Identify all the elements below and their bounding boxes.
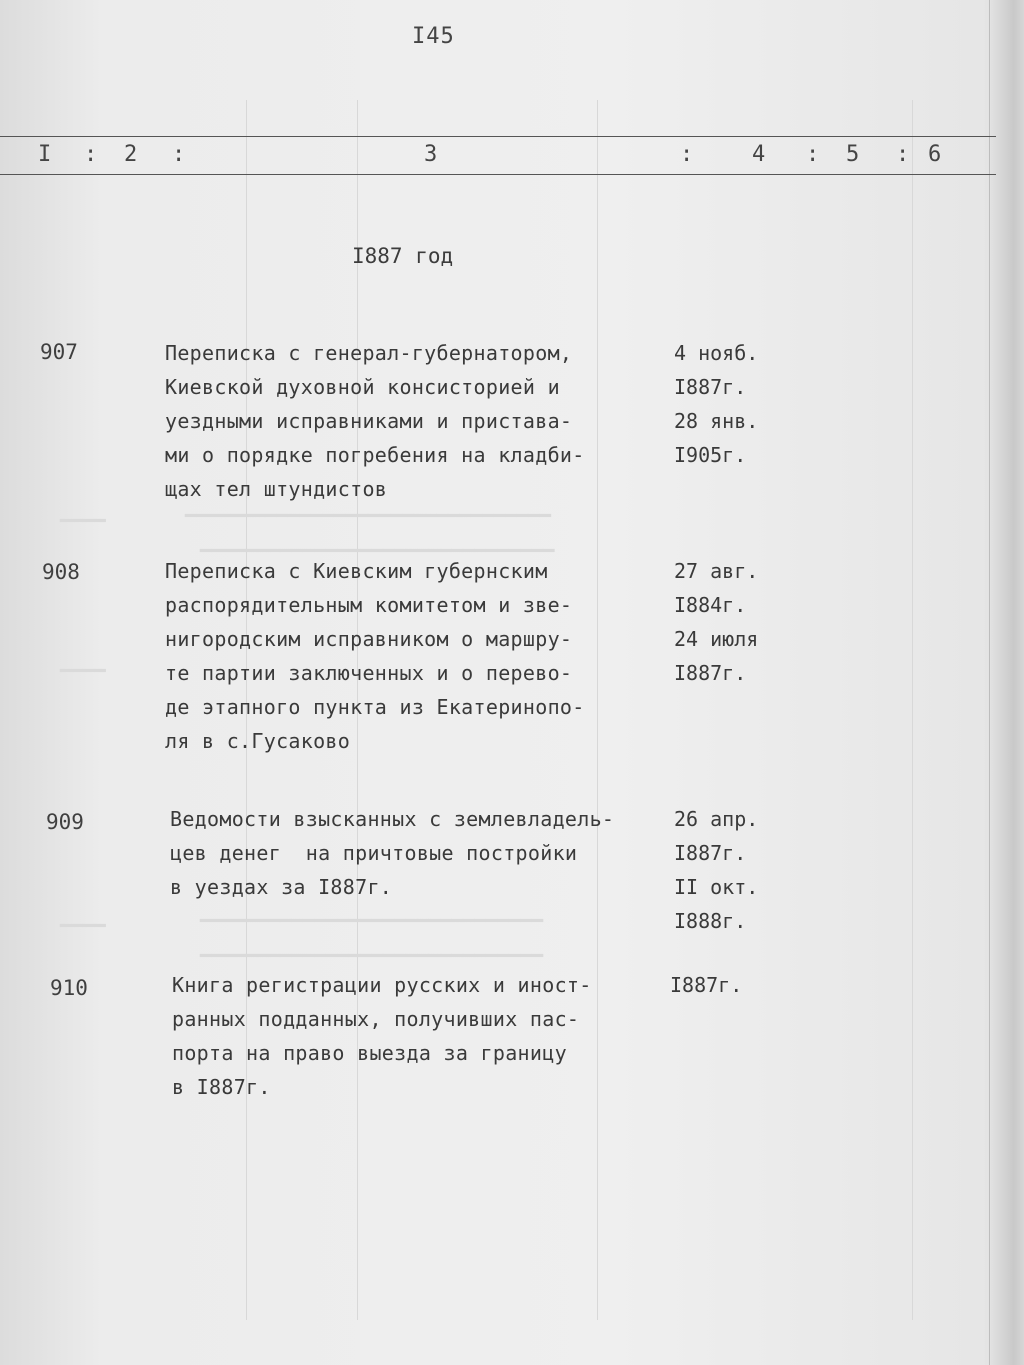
show-through-mark: ━━━━ bbox=[60, 510, 106, 532]
header-top-rule bbox=[0, 136, 996, 137]
entry-dates bbox=[674, 336, 794, 472]
entry-description bbox=[165, 336, 670, 506]
date-line: I887г. bbox=[674, 375, 747, 399]
show-through-mark: ━━━━ bbox=[60, 660, 106, 682]
description-line: ранных подданных, получивших пас- bbox=[172, 1007, 580, 1031]
date-line: 28 янв. bbox=[674, 409, 759, 433]
header-separator: : bbox=[896, 142, 910, 167]
description-line: те партии заключенных и о перево- bbox=[165, 661, 573, 685]
date-line: I887г. bbox=[674, 661, 747, 685]
page-number: I45 bbox=[412, 24, 455, 49]
description-line: Киевской духовной консисторией и bbox=[165, 375, 560, 399]
description-line: уездными исправниками и пристава- bbox=[165, 409, 573, 433]
header-separator: : bbox=[172, 142, 186, 167]
description-line: щах тел штундистов bbox=[165, 477, 388, 501]
description-line: ля в с.Гусаково bbox=[165, 729, 351, 753]
description-line: ми о порядке погребения на кладби- bbox=[165, 443, 585, 467]
header-col-5: 5 bbox=[846, 142, 860, 167]
entry-number: 907 bbox=[40, 340, 78, 364]
date-line: 4 нояб. bbox=[674, 341, 759, 365]
header-separator: : bbox=[806, 142, 820, 167]
header-bottom-rule bbox=[0, 174, 996, 175]
description-line: Книга регистрации русских и иност- bbox=[172, 973, 592, 997]
description-line: цев денег на причтовые постройки bbox=[170, 841, 578, 865]
header-separator: : bbox=[680, 142, 694, 167]
show-through-mark: ━━━━━━━━━━━━━━━━━━━━━━━━━━━━━━ bbox=[200, 910, 544, 932]
entry-number: 909 bbox=[46, 810, 84, 834]
description-line: Переписка с генерал-губернатором, bbox=[165, 341, 573, 365]
description-line: Ведомости взысканных с землевладель- bbox=[170, 807, 615, 831]
show-through-mark: ━━━━━━━━━━━━━━━━━━━━━━━━━━━━━━━━ bbox=[185, 505, 552, 527]
date-line: I905г. bbox=[674, 443, 747, 467]
page-edge bbox=[989, 0, 1024, 1365]
description-line: Переписка с Киевским губернским bbox=[165, 559, 548, 583]
header-col-6: 6 bbox=[928, 142, 942, 167]
header-col-2: 2 bbox=[124, 142, 138, 167]
date-line: 26 апр. bbox=[674, 807, 759, 831]
date-line: 24 июля bbox=[674, 627, 759, 651]
description-line: нигородским исправником о маршру- bbox=[165, 627, 573, 651]
entry-description bbox=[165, 554, 670, 758]
guide-line bbox=[912, 100, 913, 1320]
entry-description bbox=[170, 802, 675, 904]
entry-number: 908 bbox=[42, 560, 80, 584]
header-col-4: 4 bbox=[752, 142, 766, 167]
description-line: распорядительным комитетом и зве- bbox=[165, 593, 573, 617]
description-line: в I887г. bbox=[172, 1075, 271, 1099]
entry-number: 910 bbox=[50, 976, 88, 1000]
header-separator: : bbox=[84, 142, 98, 167]
show-through-mark: ━━━━━━━━━━━━━━━━━━━━━━━━━━━━━━ bbox=[200, 945, 544, 967]
entry-dates bbox=[674, 554, 794, 690]
date-line: I888г. bbox=[674, 909, 747, 933]
date-line: I887г. bbox=[670, 973, 743, 997]
show-through-mark: ━━━━ bbox=[60, 915, 106, 937]
header-col-1: I bbox=[38, 142, 52, 167]
entry-description bbox=[172, 968, 677, 1104]
date-line: 27 авг. bbox=[674, 559, 759, 583]
description-line: порта на право выезда за границу bbox=[172, 1041, 567, 1065]
date-line: I887г. bbox=[674, 841, 747, 865]
entry-dates bbox=[674, 802, 794, 938]
date-line: I884г. bbox=[674, 593, 747, 617]
show-through-mark: ━━━━━━━━━━━━━━━━━━━━━━━━━━━━━━━ bbox=[200, 540, 555, 562]
header-col-3: 3 bbox=[424, 142, 438, 167]
date-line: II окт. bbox=[674, 875, 759, 899]
description-line: де этапного пункта из Екатеринопо- bbox=[165, 695, 585, 719]
year-heading: I887 год bbox=[352, 244, 454, 268]
description-line: в уездах за I887г. bbox=[170, 875, 393, 899]
entry-dates bbox=[670, 968, 790, 1002]
